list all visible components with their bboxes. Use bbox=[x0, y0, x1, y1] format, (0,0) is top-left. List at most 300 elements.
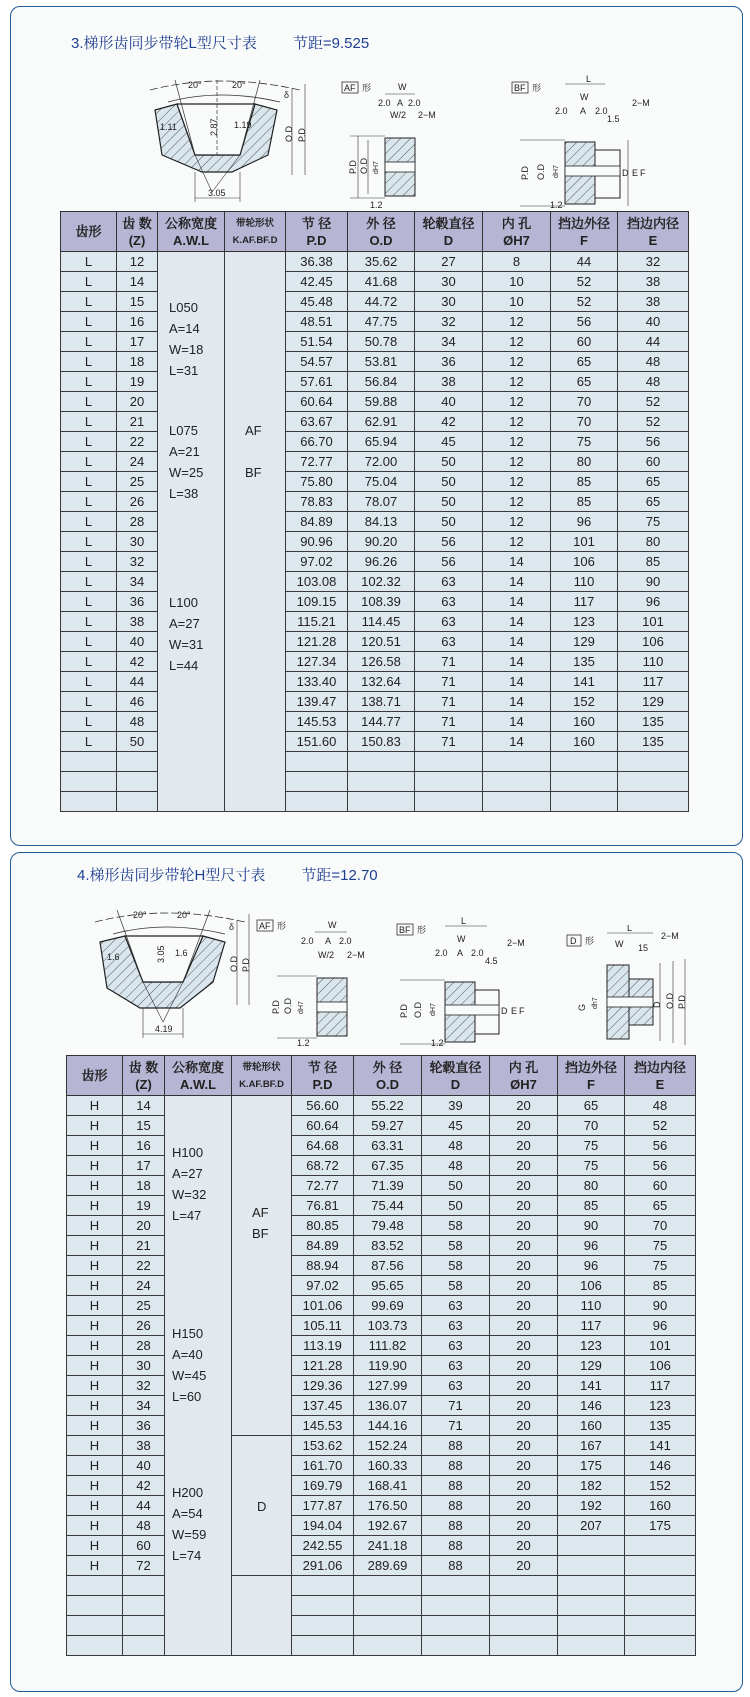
table-cell: 135 bbox=[618, 712, 689, 732]
table-cell: 160 bbox=[558, 1416, 625, 1436]
table-cell bbox=[558, 1596, 625, 1616]
table-cell: 14 bbox=[117, 272, 158, 292]
table-cell: 38 bbox=[618, 292, 689, 312]
table-row bbox=[61, 572, 689, 592]
table-cell: H bbox=[67, 1116, 123, 1136]
a-label: A bbox=[397, 98, 404, 108]
table-cell: 96 bbox=[558, 1256, 625, 1276]
table-cell: 12 bbox=[117, 252, 158, 272]
table-cell: 15 bbox=[123, 1116, 165, 1136]
table-cell: L bbox=[61, 612, 117, 632]
table-cell: L bbox=[61, 512, 117, 532]
table-cell: 12 bbox=[483, 532, 551, 552]
table-row bbox=[61, 672, 689, 692]
table-cell: 119.90 bbox=[354, 1356, 422, 1376]
table-cell: 90.96 bbox=[286, 532, 348, 552]
table-cell: 152.24 bbox=[354, 1436, 422, 1456]
table-cell: 12 bbox=[483, 512, 551, 532]
table-cell: 20 bbox=[490, 1356, 558, 1376]
table-cell: 10 bbox=[483, 292, 551, 312]
e-label: E bbox=[511, 1006, 518, 1016]
table-cell bbox=[123, 1636, 165, 1656]
column-header-line: E bbox=[655, 1076, 665, 1092]
table-cell: 67.35 bbox=[354, 1156, 422, 1176]
table-cell: L bbox=[61, 452, 117, 472]
column-header-line: 外 径 bbox=[372, 1059, 403, 1075]
table-cell: L bbox=[61, 692, 117, 712]
table-cell: 161.70 bbox=[292, 1456, 354, 1476]
table-cell: 40 bbox=[123, 1456, 165, 1476]
table-cell bbox=[415, 772, 483, 792]
pulley-shape-cell bbox=[225, 252, 286, 812]
column-header bbox=[348, 212, 415, 252]
table-cell: 18 bbox=[117, 352, 158, 372]
table-cell: 175 bbox=[558, 1456, 625, 1476]
table-cell: 85 bbox=[551, 472, 618, 492]
table-cell: 84.13 bbox=[348, 512, 415, 532]
chamfer-label: 4.5 bbox=[485, 956, 498, 966]
table-cell: 10 bbox=[483, 272, 551, 292]
table-cell bbox=[422, 1596, 490, 1616]
table-cell: L bbox=[61, 552, 117, 572]
table-cell: H bbox=[67, 1396, 123, 1416]
table-cell: 88 bbox=[422, 1436, 490, 1456]
column-header-line: 齿形 bbox=[75, 224, 102, 239]
table-cell bbox=[422, 1576, 490, 1596]
table-cell: 42.45 bbox=[286, 272, 348, 292]
table-cell: 32 bbox=[415, 312, 483, 332]
table-cell: 34 bbox=[123, 1396, 165, 1416]
radius-label: 1.2 bbox=[370, 200, 383, 210]
column-header bbox=[490, 1056, 558, 1096]
table-row bbox=[67, 1216, 696, 1236]
table-cell: 38 bbox=[415, 372, 483, 392]
table-cell: 135 bbox=[551, 652, 618, 672]
table-cell bbox=[117, 792, 158, 812]
table-cell: 72.00 bbox=[348, 452, 415, 472]
f-label: F bbox=[640, 168, 646, 178]
table-cell: 38 bbox=[117, 612, 158, 632]
table-cell: 55.22 bbox=[354, 1096, 422, 1116]
width-code: L075 bbox=[169, 423, 198, 438]
table-cell bbox=[354, 1616, 422, 1636]
shape-d: D bbox=[257, 1499, 267, 1514]
width-group bbox=[172, 1142, 206, 1226]
table-cell: 88 bbox=[422, 1476, 490, 1496]
table-row bbox=[61, 632, 689, 652]
table-cell: 65 bbox=[551, 372, 618, 392]
f-label: F bbox=[519, 1006, 525, 1016]
od-label: O.D bbox=[283, 997, 293, 1014]
table-cell: 42 bbox=[117, 652, 158, 672]
table-cell: 76.81 bbox=[292, 1196, 354, 1216]
table-cell: 169.79 bbox=[292, 1476, 354, 1496]
table-cell: 109.15 bbox=[286, 592, 348, 612]
bore-label: dh7 bbox=[592, 997, 599, 1009]
table-cell bbox=[292, 1576, 354, 1596]
bf-tag: BF bbox=[514, 83, 526, 93]
table-row bbox=[61, 592, 689, 612]
table-cell bbox=[286, 772, 348, 792]
table-cell: 137.45 bbox=[292, 1396, 354, 1416]
table-cell: 32 bbox=[123, 1376, 165, 1396]
table-cell: 42 bbox=[123, 1476, 165, 1496]
table-cell: 90 bbox=[558, 1216, 625, 1236]
table-cell bbox=[551, 772, 618, 792]
table-cell: 12 bbox=[483, 452, 551, 472]
table-cell bbox=[490, 1596, 558, 1616]
table-cell: 12 bbox=[483, 492, 551, 512]
table-cell bbox=[61, 772, 117, 792]
table-cell: 20 bbox=[490, 1196, 558, 1216]
screw-label: 2−M bbox=[347, 950, 365, 960]
table-row bbox=[67, 1316, 696, 1336]
l-type-spec-table bbox=[60, 211, 689, 812]
column-header-line: 齿形 bbox=[81, 1068, 108, 1083]
table-cell: 48 bbox=[625, 1096, 696, 1116]
chamfer-label: 2.0 bbox=[435, 948, 448, 958]
table-cell: 105.11 bbox=[292, 1316, 354, 1336]
table-cell: 20 bbox=[490, 1216, 558, 1236]
width-a: A=14 bbox=[169, 321, 200, 336]
af-type-diagram bbox=[340, 80, 455, 210]
screw-label: 2−M bbox=[418, 110, 436, 120]
width-a: A=54 bbox=[172, 1506, 203, 1521]
table-cell bbox=[483, 752, 551, 772]
l-label: L bbox=[586, 74, 592, 84]
table-cell: 192.67 bbox=[354, 1516, 422, 1536]
column-header-line: (Z) bbox=[128, 232, 146, 248]
table-cell: 20 bbox=[490, 1156, 558, 1176]
table-cell: L bbox=[61, 252, 117, 272]
width-code: L100 bbox=[169, 595, 198, 610]
height-label: 3.05 bbox=[156, 945, 166, 963]
delta-label: δ bbox=[284, 90, 290, 100]
table-cell: 14 bbox=[483, 672, 551, 692]
table-row bbox=[61, 372, 689, 392]
column-header-line: 公称宽度 bbox=[171, 1059, 224, 1075]
empty-table-row bbox=[67, 1596, 696, 1616]
table-cell bbox=[618, 772, 689, 792]
table-cell: 144.16 bbox=[354, 1416, 422, 1436]
table-cell: 106 bbox=[625, 1356, 696, 1376]
table-cell: L bbox=[61, 352, 117, 372]
table-cell: 126.58 bbox=[348, 652, 415, 672]
column-header bbox=[225, 212, 286, 252]
table-cell: 88 bbox=[422, 1556, 490, 1576]
table-cell: 103.08 bbox=[286, 572, 348, 592]
table-cell: 44 bbox=[618, 332, 689, 352]
table-cell bbox=[558, 1576, 625, 1596]
table-cell: 63 bbox=[415, 632, 483, 652]
pd-label: P.D bbox=[677, 995, 687, 1009]
table-cell: H bbox=[67, 1336, 123, 1356]
table-cell: 60 bbox=[551, 332, 618, 352]
table-row bbox=[61, 272, 689, 292]
table-cell: 70 bbox=[558, 1116, 625, 1136]
chamfer-label: 2.0 bbox=[408, 98, 421, 108]
column-header bbox=[61, 212, 117, 252]
section-title-text: 4.梯形齿同步带轮H型尺寸表 bbox=[77, 867, 266, 884]
table-cell bbox=[558, 1536, 625, 1556]
e-label: E bbox=[632, 168, 639, 178]
table-cell: 138.71 bbox=[348, 692, 415, 712]
table-cell: 30 bbox=[415, 272, 483, 292]
table-cell: 83.52 bbox=[354, 1236, 422, 1256]
table-cell: 20 bbox=[490, 1556, 558, 1576]
table-cell: L bbox=[61, 652, 117, 672]
table-cell: 101 bbox=[618, 612, 689, 632]
table-cell: L bbox=[61, 412, 117, 432]
table-row bbox=[61, 392, 689, 412]
af-suffix: 形 bbox=[362, 83, 372, 93]
table-cell: 52 bbox=[618, 412, 689, 432]
table-row bbox=[67, 1516, 696, 1536]
table-cell: 71 bbox=[415, 692, 483, 712]
table-cell: L bbox=[61, 632, 117, 652]
table-cell: 117 bbox=[551, 592, 618, 612]
table-cell bbox=[286, 792, 348, 812]
pd-label: P.D bbox=[241, 958, 251, 972]
table-cell: 45.48 bbox=[286, 292, 348, 312]
column-header-line: 轮毂直径 bbox=[429, 1059, 482, 1075]
table-cell: 20 bbox=[490, 1316, 558, 1336]
table-cell: 72.77 bbox=[292, 1176, 354, 1196]
table-cell: 289.69 bbox=[354, 1556, 422, 1576]
column-header bbox=[232, 1056, 292, 1096]
table-cell: 60 bbox=[625, 1176, 696, 1196]
table-row bbox=[67, 1336, 696, 1356]
column-header-line: F bbox=[587, 1076, 595, 1092]
column-header-line: 轮毂直径 bbox=[422, 215, 475, 231]
table-cell: 17 bbox=[117, 332, 158, 352]
l-label: L bbox=[627, 925, 633, 933]
table-cell: 108.39 bbox=[348, 592, 415, 612]
angle-label: 20° bbox=[232, 80, 246, 90]
table-cell: 71 bbox=[415, 732, 483, 752]
bf-type-diagram bbox=[510, 70, 690, 210]
table-cell: 56 bbox=[625, 1136, 696, 1156]
width-l: L=31 bbox=[169, 363, 199, 378]
table-cell: 75.04 bbox=[348, 472, 415, 492]
table-row bbox=[61, 412, 689, 432]
w-label: W bbox=[580, 92, 589, 102]
table-cell: 12 bbox=[483, 412, 551, 432]
table-cell: 75 bbox=[625, 1236, 696, 1256]
table-cell: 88 bbox=[422, 1536, 490, 1556]
table-cell: 133.40 bbox=[286, 672, 348, 692]
section-title-l bbox=[71, 32, 369, 53]
table-cell: L bbox=[61, 312, 117, 332]
d-suffix: 形 bbox=[585, 936, 595, 946]
table-row bbox=[61, 552, 689, 572]
table-cell: 60.64 bbox=[286, 392, 348, 412]
table-cell: 207 bbox=[558, 1516, 625, 1536]
table-cell: 50 bbox=[415, 472, 483, 492]
tooth-profile-diagram bbox=[95, 910, 255, 1040]
width-a: A=40 bbox=[172, 1347, 203, 1362]
table-row bbox=[67, 1096, 696, 1116]
table-cell: 56.84 bbox=[348, 372, 415, 392]
table-row bbox=[67, 1156, 696, 1176]
table-cell: 80 bbox=[618, 532, 689, 552]
table-row bbox=[67, 1396, 696, 1416]
table-cell: 24 bbox=[123, 1276, 165, 1296]
table-cell: 25 bbox=[123, 1296, 165, 1316]
width-l: L=60 bbox=[172, 1389, 202, 1404]
empty-table-row bbox=[61, 772, 689, 792]
table-cell: 63 bbox=[422, 1356, 490, 1376]
a-label: A bbox=[325, 936, 332, 946]
table-cell: 87.56 bbox=[354, 1256, 422, 1276]
table-row bbox=[61, 732, 689, 752]
width-l: L=44 bbox=[169, 658, 199, 673]
table-cell: 151.60 bbox=[286, 732, 348, 752]
table-row bbox=[67, 1536, 696, 1556]
table-cell: 176.50 bbox=[354, 1496, 422, 1516]
table-cell: 36 bbox=[415, 352, 483, 372]
table-cell: 75 bbox=[618, 512, 689, 532]
table-cell: H bbox=[67, 1296, 123, 1316]
column-header-line: A.W.L bbox=[179, 1076, 217, 1092]
table-cell: 16 bbox=[117, 312, 158, 332]
table-cell: 20 bbox=[490, 1436, 558, 1456]
table-cell: 121.28 bbox=[292, 1356, 354, 1376]
table-cell bbox=[415, 792, 483, 812]
table-cell bbox=[558, 1556, 625, 1576]
column-header-line: 内 孔 bbox=[501, 215, 532, 231]
table-cell: 57.61 bbox=[286, 372, 348, 392]
table-cell bbox=[490, 1616, 558, 1636]
shape-af: AF bbox=[252, 1205, 269, 1220]
table-cell: 63.67 bbox=[286, 412, 348, 432]
table-cell bbox=[123, 1576, 165, 1596]
af-tag: AF bbox=[344, 83, 356, 93]
od-label: O.D bbox=[665, 992, 675, 1009]
table-cell: 54.57 bbox=[286, 352, 348, 372]
table-cell bbox=[490, 1576, 558, 1596]
table-cell: 20 bbox=[117, 392, 158, 412]
table-cell: 123 bbox=[551, 612, 618, 632]
table-cell: 63 bbox=[415, 592, 483, 612]
table-cell bbox=[348, 772, 415, 792]
screw-label: 2−M bbox=[632, 98, 650, 108]
table-cell: 20 bbox=[490, 1116, 558, 1136]
table-cell bbox=[490, 1636, 558, 1656]
table-cell bbox=[123, 1596, 165, 1616]
table-cell: 22 bbox=[117, 432, 158, 452]
pitch-value: 节距=12.70 bbox=[301, 867, 378, 884]
table-cell: 58 bbox=[422, 1276, 490, 1296]
table-cell bbox=[67, 1596, 123, 1616]
table-cell: H bbox=[67, 1276, 123, 1296]
table-cell: 65 bbox=[618, 472, 689, 492]
bf-tag: BF bbox=[399, 925, 411, 935]
column-header-line: 挡边内径 bbox=[633, 1059, 686, 1075]
table-cell: 56 bbox=[625, 1156, 696, 1176]
pd-label: P.D bbox=[271, 1000, 281, 1014]
bore-label: dH7 bbox=[373, 161, 380, 174]
table-cell bbox=[354, 1596, 422, 1616]
pulley-shape-cell bbox=[232, 1576, 292, 1656]
table-row bbox=[67, 1356, 696, 1376]
table-cell: 127.34 bbox=[286, 652, 348, 672]
table-cell: 129 bbox=[551, 632, 618, 652]
table-cell: 38 bbox=[123, 1436, 165, 1456]
table-row bbox=[67, 1416, 696, 1436]
table-cell: 60.64 bbox=[292, 1116, 354, 1136]
column-header-line: 节 径 bbox=[307, 1059, 338, 1075]
table-cell: L bbox=[61, 732, 117, 752]
table-cell: 52 bbox=[625, 1116, 696, 1136]
table-cell: 26 bbox=[117, 492, 158, 512]
table-cell: 141 bbox=[625, 1436, 696, 1456]
column-header-line: D bbox=[450, 1076, 461, 1092]
empty-table-row bbox=[67, 1576, 696, 1596]
table-cell: H bbox=[67, 1356, 123, 1376]
empty-table-row bbox=[67, 1616, 696, 1636]
width-group bbox=[169, 297, 203, 381]
table-cell: 19 bbox=[117, 372, 158, 392]
table-cell: 117 bbox=[558, 1316, 625, 1336]
table-cell: 72 bbox=[123, 1556, 165, 1576]
table-cell: 129 bbox=[558, 1356, 625, 1376]
table-cell: 117 bbox=[625, 1376, 696, 1396]
table-row bbox=[67, 1256, 696, 1276]
table-cell: 12 bbox=[483, 392, 551, 412]
table-cell: 153.62 bbox=[292, 1436, 354, 1456]
table-cell: 48 bbox=[618, 372, 689, 392]
table-cell: L bbox=[61, 672, 117, 692]
od-label: O.D bbox=[536, 163, 546, 180]
column-header-line: 节 径 bbox=[301, 215, 332, 231]
radius-label: 1.2 bbox=[297, 1038, 310, 1048]
column-header-line: D bbox=[443, 232, 454, 248]
table-cell bbox=[483, 792, 551, 812]
table-cell: 79.48 bbox=[354, 1216, 422, 1236]
radius-label: 1.6 bbox=[175, 948, 188, 958]
table-cell: 20 bbox=[490, 1396, 558, 1416]
table-cell bbox=[625, 1616, 696, 1636]
table-cell: 20 bbox=[490, 1536, 558, 1556]
table-cell: 18 bbox=[123, 1176, 165, 1196]
chamfer-label: 2.0 bbox=[555, 106, 568, 116]
table-cell: 71 bbox=[422, 1396, 490, 1416]
table-cell bbox=[558, 1636, 625, 1656]
table-cell bbox=[292, 1596, 354, 1616]
table-cell: 80 bbox=[558, 1176, 625, 1196]
table-row bbox=[61, 292, 689, 312]
table-cell bbox=[625, 1576, 696, 1596]
table-cell: 40 bbox=[117, 632, 158, 652]
table-cell: 90 bbox=[625, 1296, 696, 1316]
table-cell: 68.72 bbox=[292, 1156, 354, 1176]
column-header-line: F bbox=[580, 232, 588, 248]
column-header-line: E bbox=[648, 232, 658, 248]
table-cell: L bbox=[61, 472, 117, 492]
table-cell: 103.73 bbox=[354, 1316, 422, 1336]
table-cell: L bbox=[61, 492, 117, 512]
table-cell: H bbox=[67, 1156, 123, 1176]
angle-label: 20° bbox=[188, 80, 202, 90]
chamfer-label: 1.5 bbox=[607, 114, 620, 124]
table-cell: 50 bbox=[117, 732, 158, 752]
table-cell: H bbox=[67, 1136, 123, 1156]
table-cell: 50 bbox=[422, 1176, 490, 1196]
table-cell: 114.45 bbox=[348, 612, 415, 632]
table-cell: 150.83 bbox=[348, 732, 415, 752]
width-code: H150 bbox=[172, 1326, 204, 1341]
